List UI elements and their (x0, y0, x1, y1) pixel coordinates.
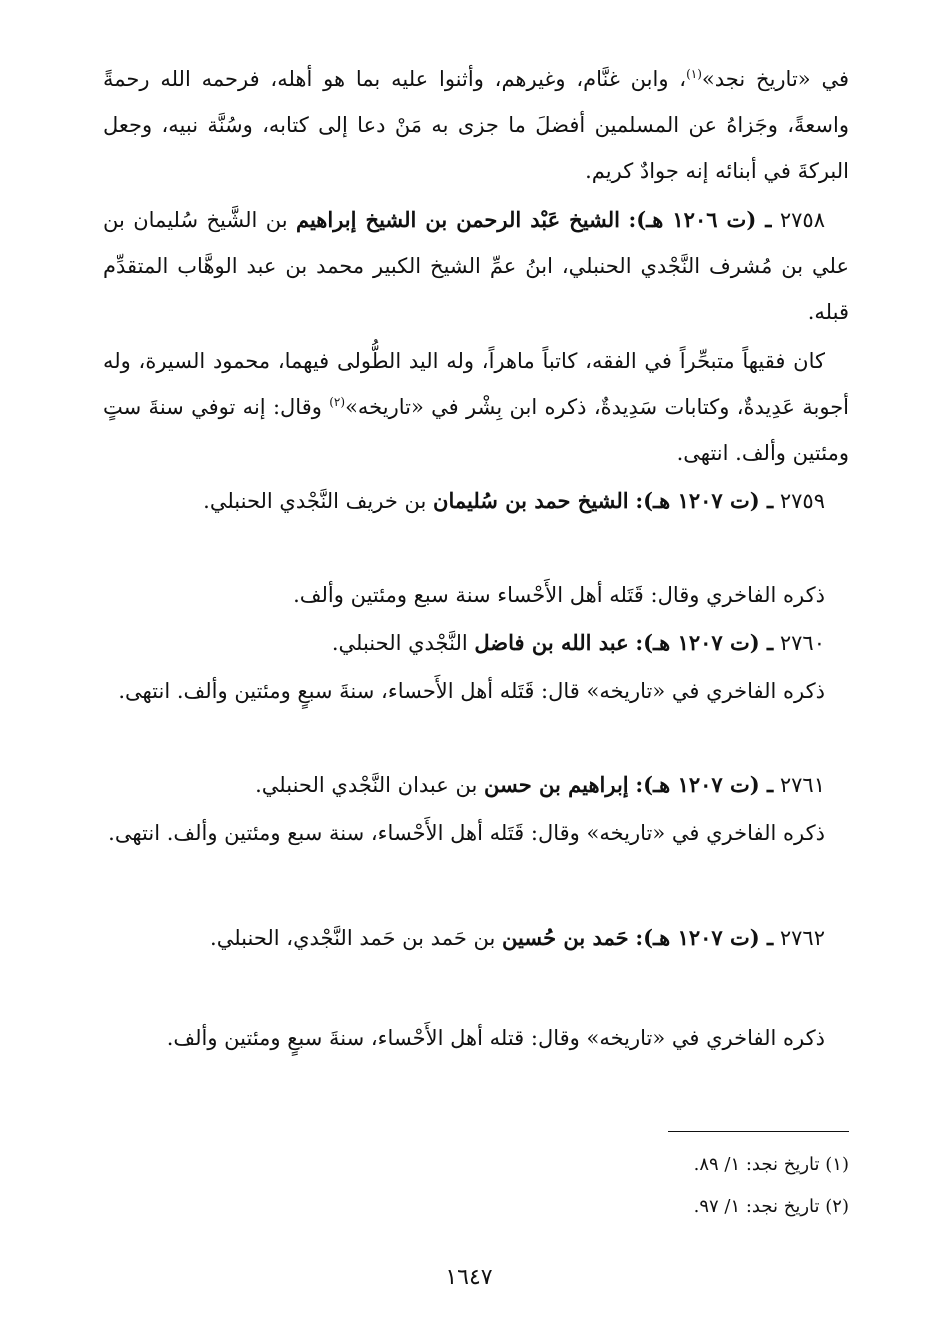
entry-text: بن حَمد بن حَمد النَّجْدي، الحنبلي. (210, 926, 496, 950)
page-number: ١٦٤٧ (445, 1265, 493, 1290)
footnote-ref-1: (١) (686, 67, 702, 81)
entry-date: ـ (ت ١٢٠٦ هـ): (628, 207, 772, 232)
entry-2758 (103, 197, 849, 335)
entry-text: بن عبدان النَّجْدي الحنبلي. (255, 773, 478, 797)
entry-2761 (103, 762, 849, 808)
entry-number: ٢٧٥٨ (779, 208, 825, 232)
entry-2761-body: ذكره الفاخري في «تاريخه» وقال: قَتَله أهل الأَحْساء، سنة سبع ومئتين وألف. انتهى. (108, 821, 825, 845)
entry-number: ٢٧٦٠ (779, 631, 825, 655)
footnote-2: (٢) تاريخ نجد: ١/ ٩٧. (693, 1196, 849, 1217)
entry-number: ٢٧٦١ (779, 773, 825, 797)
footnote-divider (668, 1131, 849, 1132)
entry-name: إبراهيم بن حسن (484, 772, 629, 797)
entry-date: ـ (ت ١٢٠٧ هـ): (635, 488, 774, 513)
footnote-1: (١) تاريخ نجد: ١/ ٨٩. (693, 1154, 849, 1175)
entry-date: ـ (ت ١٢٠٧ هـ): (635, 630, 774, 655)
paragraph-text: وقال: إنه توفي سنةَ ستٍ ومئتين وألف. انتهى. (103, 395, 849, 465)
paragraph-text: في «تاريخ نجد» (701, 67, 850, 91)
entry-text: بن خريف النَّجْدي الحنبلي. (203, 489, 427, 513)
entry-text: النَّجْدي الحنبلي. (331, 631, 468, 655)
paragraph-continuation (103, 56, 849, 194)
entry-number: ٢٧٥٩ (779, 489, 825, 513)
entry-2759 (103, 478, 849, 524)
entry-2760 (103, 620, 849, 666)
entry-name: عبد الله بن فاضل (474, 630, 629, 655)
entry-number: ٢٧٦٢ (779, 926, 825, 950)
entry-text: بن الشَّيخ سُليمان بن علي بن مُشرف النَّجْدي الحنبلي، ابنُ عمِّ الشيخ الكبير محمد بن عبد الوهَّاب المتقدِّم قبله. (103, 208, 849, 324)
paragraph-text: ، وابن غنَّام، وغيرهم، وأثنوا عليه بما هو أهله، فرحمه الله رحمةً واسعةً، وجَزاهُ عن المسلمين أفضلَ ما جزى به مَنْ دعا إلى كتابه، وسُنَّة نبيه، وجعل البركةَ في أبنائه إنه جوادٌ كريم. (103, 67, 849, 183)
entry-date: ـ (ت ١٢٠٧ هـ): (635, 925, 774, 950)
entry-2762-body: ذكره الفاخري في «تاريخه» وقال: قتله أهل الأَحْساء، سنةَ سبعٍ ومئتين وألف. (166, 1026, 825, 1050)
entry-2759-body: ذكره الفاخري وقال: قَتَله أهل الأَحْساء سنة سبع ومئتين وألف. (293, 583, 825, 607)
footnote-ref-2: (٢) (329, 395, 346, 409)
entry-name: الشيخ حمد بن سُليمان (433, 488, 629, 513)
entry-name: حَمد بن حُسين (502, 925, 629, 950)
entry-2760-body: ذكره الفاخري في «تاريخه» قال: قَتَله أهل الأَحساء، سنةَ سبعٍ ومئتين وألف. انتهى. (118, 679, 825, 703)
paragraph-text: كان فقيهاً متبحِّراً في الفقه، كاتباً ماهراً، وله اليد الطُّولى فيهما، محمود السيرة، وله أجوبة عَدِيدةٌ، وكتابات سَدِيدةٌ، ذكره ابن بِشْر في «تاريخه» (103, 349, 850, 419)
entry-name: الشيخ عَبْد الرحمن بن الشيخ إبراهيم (295, 207, 621, 232)
entry-2762 (103, 915, 849, 961)
entry-2758-body (103, 338, 849, 476)
entry-date: ـ (ت ١٢٠٧ هـ): (635, 772, 774, 797)
